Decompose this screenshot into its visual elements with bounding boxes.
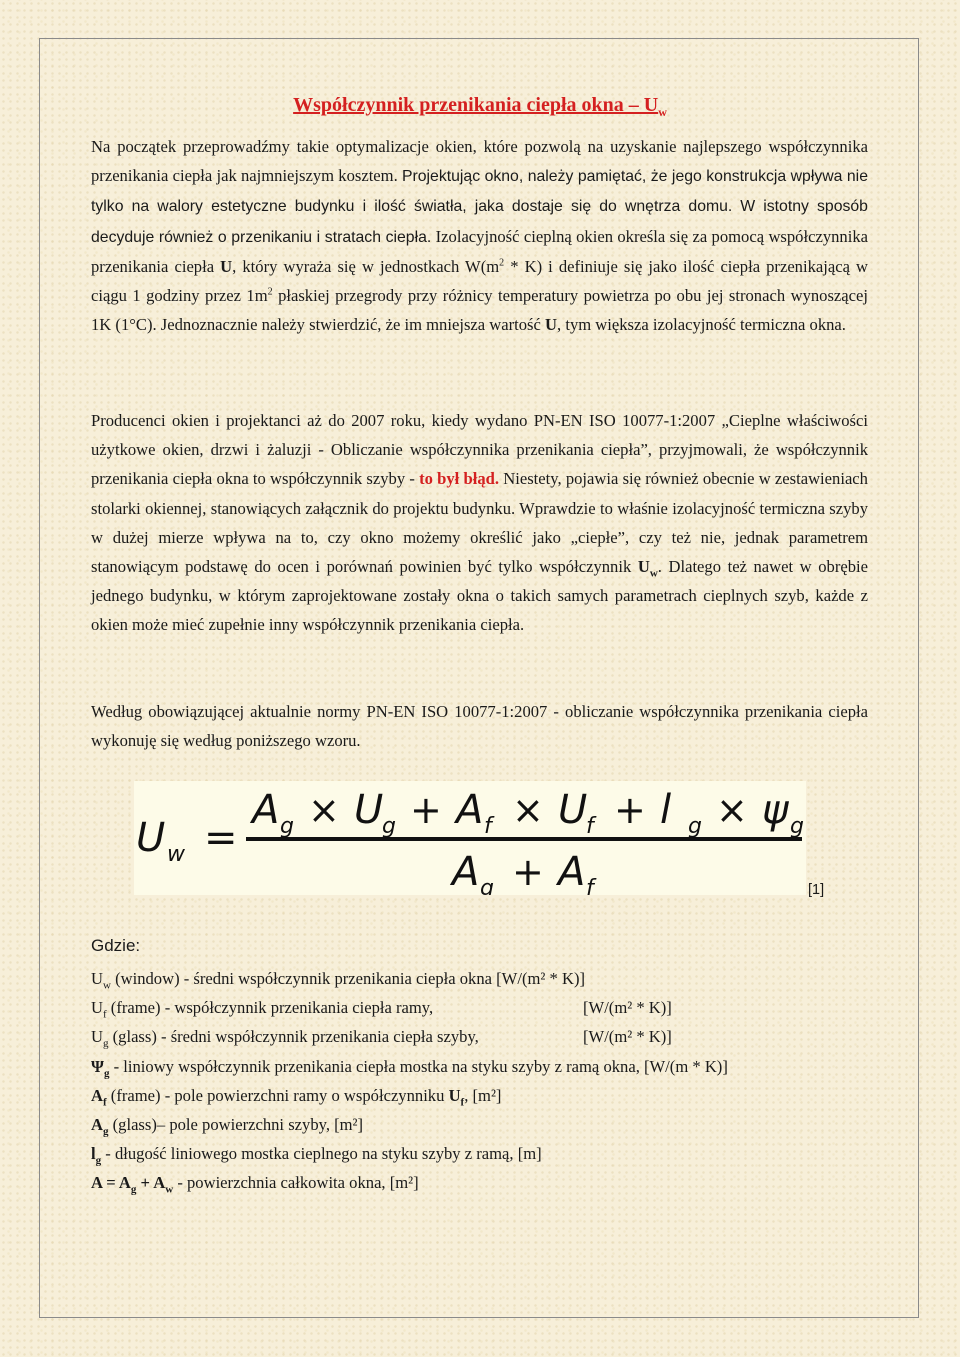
formula-operator: × bbox=[716, 788, 748, 832]
formula-subscript: g bbox=[480, 876, 494, 895]
formula-operator: × bbox=[512, 788, 544, 832]
definition-item bbox=[91, 1139, 881, 1168]
window-u-formula bbox=[134, 781, 806, 895]
formula-term: A bbox=[456, 787, 484, 833]
definition-text: (glass) - średni współczynnik przenikania ciepła szyby, bbox=[108, 1027, 479, 1047]
formula-term: U bbox=[558, 787, 588, 833]
formula-lhs: U bbox=[136, 815, 166, 861]
formula-operator: + bbox=[410, 788, 442, 832]
formula-term: A bbox=[452, 849, 480, 895]
page-title: Współczynnik przenikania ciepła okna – $U_w$ bbox=[293, 94, 667, 119]
formula-subscript: f bbox=[586, 876, 594, 895]
formula-operator: + bbox=[614, 788, 646, 832]
definition-symbol: $A_f$ bbox=[91, 1085, 107, 1109]
definition-text: - liniowy współczynnik przenikania ciepła mostka na styku szyby z ramą okna, [W/(m * K)] bbox=[109, 1056, 728, 1076]
definition-symbol: $U_w$ bbox=[91, 969, 111, 992]
definition-text: (frame) - współczynnik przenikania ciepła ramy, bbox=[106, 998, 434, 1018]
definition-unit: [W/(m² * K)] bbox=[583, 998, 672, 1018]
formula-term: ψ bbox=[762, 787, 789, 833]
formula-subscript: g bbox=[382, 814, 396, 839]
formula-lhs-sub: w bbox=[167, 842, 185, 867]
definition-text: (glass)– pole powierzchni szyby, [m²] bbox=[108, 1114, 364, 1134]
norm-text: Według obowiązującej aktualnie normy PN-EN ISO 10077-1:2007 - obliczanie współczynnika przenikania ciepła wykonuję się według poniższego wzoru. bbox=[91, 702, 868, 751]
definition-symbol: $U_f$ bbox=[91, 998, 107, 1021]
formula-operator: × bbox=[308, 788, 340, 832]
formula-subscript: f bbox=[484, 814, 492, 839]
formula-subscript: g bbox=[688, 814, 702, 839]
definition-text: (frame) - pole powierzchni ramy o współczynniku bbox=[106, 1085, 449, 1105]
definition-item bbox=[91, 1022, 881, 1051]
intro-text: Na początek przeprowadźmy takie optymalizacje okien, które pozwolą na uzyskanie najlepszego współczynnika przenikania ciepła jak najmniejszym kosztem. Projektując okno, należy pamiętać, że jego konstrukcja wpływa nie tylko na walory estetyczne budynku i ilość światła, jaka dostaje się do wnętrza domu. W istotny sposób decyduje również o przenikaniu i stratach ciepła. Izolacyjność cieplną okien określa się za pomocą współczynnika przenikania ciepła U, który wyraża się w jednostkach $W(m^2 * K)$ i definiuje się jako ilość ciepła przenikającą w ciągu 1 godziny przez $1m^2$ płaskiej przegrody przy różnicy temperatury powietrza po obu jej stronach wynoszącej 1K (1°C). Jednoznacznie należy stwierdzić, że im mniejsza wartość U, tym większa izolacyjność termiczna okna. bbox=[91, 137, 869, 335]
formula-term: A bbox=[252, 787, 280, 833]
definition-item bbox=[91, 993, 881, 1022]
formula-term: U bbox=[354, 787, 384, 833]
definition-item bbox=[91, 1110, 881, 1139]
formula-term: A bbox=[558, 849, 586, 895]
formula-subscript: g bbox=[280, 814, 294, 839]
reference-marker: [1] bbox=[808, 882, 825, 898]
fraction-bar bbox=[246, 837, 802, 841]
legend-label: Gdzie: bbox=[91, 936, 141, 955]
definition-item: $A_f$ (frame) - pole powierzchni ramy o współczynniku $U_f$, [m²] bbox=[91, 1085, 502, 1109]
definition-symbol: $\Psi_g$ bbox=[91, 1056, 110, 1079]
error-highlight: to był błąd. bbox=[419, 469, 500, 489]
formula-term: l bbox=[660, 787, 672, 833]
formula-subscript: f bbox=[586, 814, 594, 839]
definition-item bbox=[91, 1052, 881, 1081]
definition-symbol: $l_g$ bbox=[91, 1144, 102, 1167]
formula-operator: + bbox=[512, 850, 544, 894]
definition-symbol: $A = A_g$ bbox=[91, 1173, 137, 1196]
definition-unit: [W/(m² * K)] bbox=[583, 1027, 672, 1047]
definition-symbol: $U_g$ bbox=[91, 1027, 109, 1050]
definition-symbol: $A_g$ bbox=[91, 1114, 109, 1138]
paragraph-norm bbox=[91, 697, 868, 755]
definition-text: - długość liniowego mostka cieplnego na styku szyby z ramą, [m] bbox=[101, 1144, 542, 1164]
producers-text: Producenci okien i projektanci aż do 2007 roku, kiedy wydano PN-EN ISO 10077-1:2007 „Cieplne właściwości użytkowe okien, drzwi i żaluzji - Obliczanie współczynnika przenikania ciepła”, przyjmowali, że współczynnik przenikania ciepła okna to współczynnik szyby - to był błąd. Niestety, pojawia się również obecnie w zestawieniach stolarki okiennej, stanowiących załącznik do projektu budynku. Wprawdzie to właśnie izolacyjność termiczna szyby w dużej mierze wpływa na to, czy okno możemy określić jako „ciepłe”, czy też nie, jednak parametrem stanowiącym podstawę do ocen i porównań powinien być tylko współczynnik $U_w$. Dlatego też nawet w obrębie jednego budynku, w którym zaprojektowane zostały okna o takich samych parametrach cieplnych szyb, każde z okien może mieć zupełnie inny współczynnik przenikania ciepła. bbox=[91, 411, 868, 635]
formula-image bbox=[134, 781, 806, 895]
paragraph-intro bbox=[91, 132, 868, 339]
paragraph-producers bbox=[91, 406, 868, 640]
formula-equals: = bbox=[204, 815, 238, 861]
symbol-definitions bbox=[91, 964, 881, 1198]
definition-item: $A = A_g + A_w$ - powierzchnia całkowita okna, [m²] bbox=[91, 1173, 419, 1196]
formula-subscript: g bbox=[790, 814, 804, 839]
definition-text: (window) - średni współczynnik przenikania ciepła okna [W/(m² * K)] bbox=[110, 969, 585, 988]
definition-item bbox=[91, 964, 881, 993]
